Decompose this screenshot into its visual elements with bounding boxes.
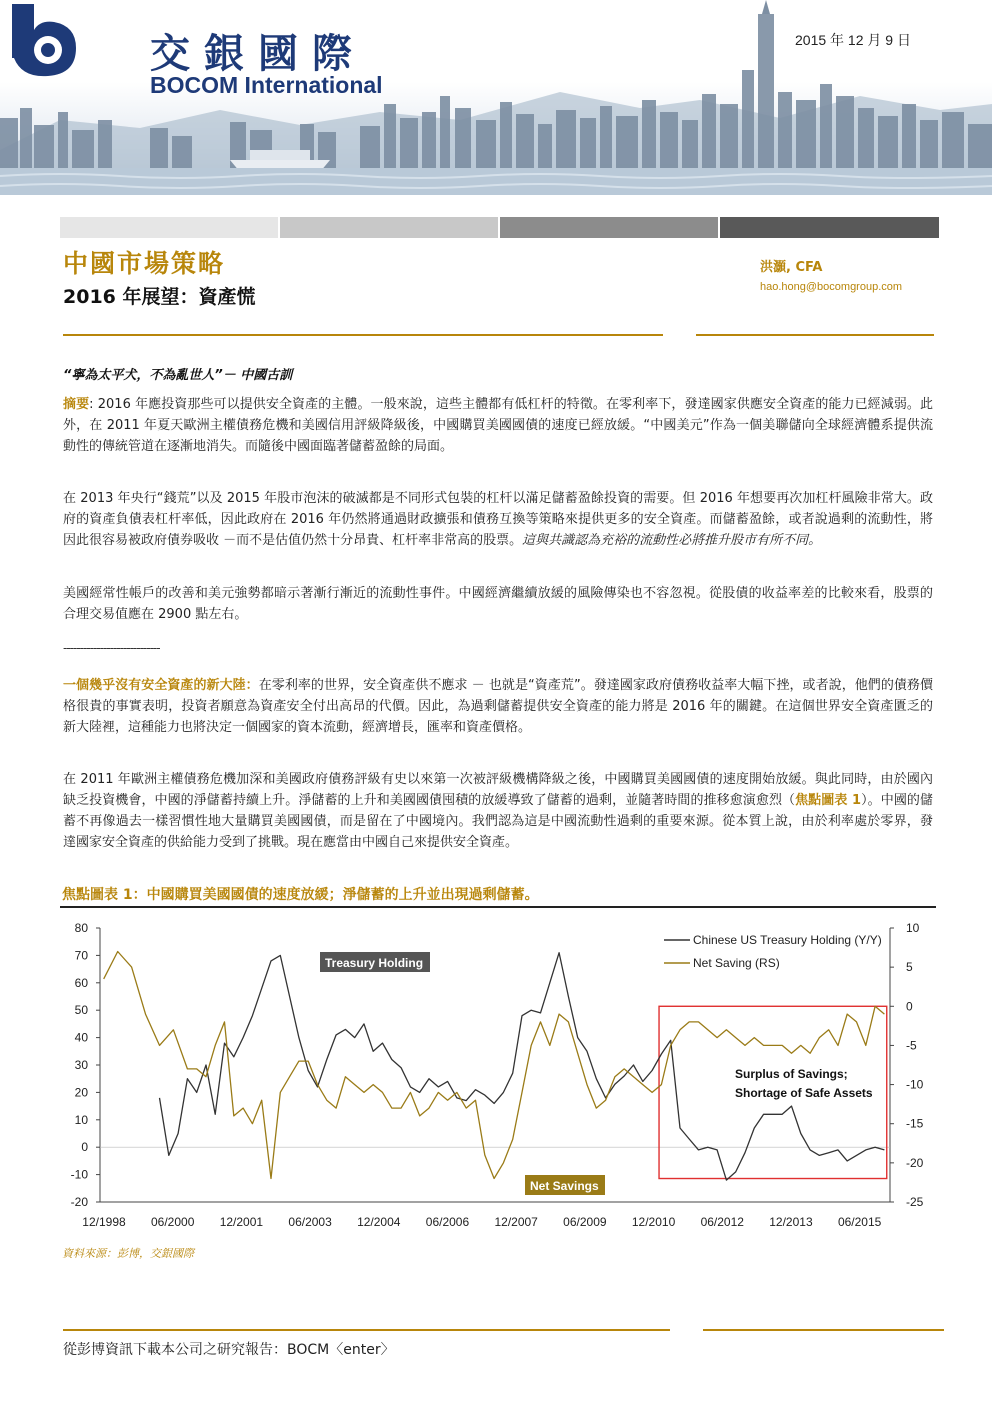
x-tick-label: 06/2009 xyxy=(563,1215,607,1229)
left-tick-label: 50 xyxy=(74,1003,88,1018)
logo-chinese-name: 交銀國際 xyxy=(150,30,366,77)
section-paragraph-2 xyxy=(63,769,933,853)
right-tick-label: 0 xyxy=(906,999,913,1014)
x-tick-label: 12/2010 xyxy=(631,1215,676,1229)
footer-divider-left xyxy=(63,1329,670,1331)
header-bar-1 xyxy=(60,217,278,238)
logo-english-name: BOCOM International xyxy=(150,72,383,98)
right-tick-label: -25 xyxy=(906,1195,924,1209)
legend-label: Chinese US Treasury Holding (Y/Y) xyxy=(693,933,882,947)
surplus-annotation-line: Surplus of Savings; xyxy=(735,1067,848,1081)
x-tick-label: 12/1998 xyxy=(82,1215,126,1229)
right-tick-label: 10 xyxy=(906,921,920,935)
right-tick-label: -10 xyxy=(906,1077,924,1092)
right-tick-label: -15 xyxy=(906,1116,924,1131)
net-saving-line xyxy=(104,952,885,1179)
right-tick-label: 5 xyxy=(906,960,913,975)
header-bar-3 xyxy=(500,217,718,238)
section-text-2a: 在 2011 年歐洲主權債務危機加深和美國政府債務評級有史以來第一次被評級機構降級之後，中國購買美國國債的速度開始放緩。與此同時，由於國內缺乏投資機會，中國的淨儲蓄持續上升。淨儲蓄的上升和美國國債囤積的放緩導致了儲蓄的過剩，並隨著時間的推移愈演愈烈（ xyxy=(63,772,933,808)
x-tick-label: 12/2004 xyxy=(357,1215,401,1229)
summary-paragraph-1 xyxy=(63,394,933,457)
author-name: 洪灝, CFA xyxy=(760,260,823,275)
left-tick-label: 0 xyxy=(81,1140,88,1155)
summary-text-2-italic: 這與共識認為充裕的流動性必將推升股市有所不同。 xyxy=(522,533,822,548)
summary-text-2: 在 2013 年央行“錢荒”以及 2015 年股市泡沫的破滅都是不同形式包裝的杠杆以滿足儲蓄盈餘投資的需要。但 2016 年想要再次加杠杆風險非常大。政府的資產負債表杠杆率低，因此政府在 2016 年仍然將通過財政擴張和債務互換等策略來提供更多的安全資產。而儲蓄盈餘，或者說過剩的流動性，將因此很容易被政府債券吸收 －而不是估值仍然十分昂貴、杠杆率非常高的股票。 xyxy=(63,491,933,548)
footer-divider-right xyxy=(703,1329,944,1331)
x-tick-label: 06/2015 xyxy=(837,1215,882,1229)
author-email[interactable]: hao.hong@bocomgroup.com xyxy=(760,281,903,293)
left-tick-label: -10 xyxy=(70,1167,88,1182)
left-tick-label: 60 xyxy=(74,975,88,990)
summary-text-1: : 2016 年應投資那些可以提供安全資產的主體。一般來說，這些主體都有低杠杆的特徵。在零利率下，發達國家供應安全資產的能力已經減弱。此外，在 2011 年夏天歐洲主權債務危機和美國信用評級降級後，中國購買美國國債的速度已經放緩。“中國美元”作為一個美聯儲向全球經濟體系提供流動性的傳統管道在逐漸地消失。而隨後中國面臨著儲蓄盈餘的局面。 xyxy=(63,397,933,454)
summary-paragraph-3: 美國經常性帳戶的改善和美元強勢都暗示著漸行漸近的流動性事件。中國經濟繼續放緩的風險傳染也不容忽視。從股債的收益率差的比較來看，股票的合理交易值應在 2900 點左右。 xyxy=(63,586,933,622)
right-tick-label: -20 xyxy=(906,1155,924,1170)
header-bar-4 xyxy=(720,217,939,238)
summary-lead: 摘要 xyxy=(63,397,90,412)
treasury-holding-label: Treasury Holding xyxy=(325,956,424,970)
report-title: 中國市場策略 xyxy=(63,249,226,278)
x-tick-label: 06/2000 xyxy=(151,1215,195,1229)
surplus-annotation-line: Shortage of Safe Assets xyxy=(735,1086,873,1100)
figure-title: 焦點圖表 1：中國購買美國國債的速度放緩；淨儲蓄的上升並出現過剩儲蓄。 xyxy=(62,887,539,903)
left-tick-label: 40 xyxy=(74,1030,88,1045)
left-tick-label: 30 xyxy=(74,1058,88,1072)
x-tick-label: 06/2012 xyxy=(700,1215,744,1229)
proverb-quote: “寧為太平犬，不為亂世人”－ 中國古訓 xyxy=(63,368,293,383)
x-tick-label: 06/2003 xyxy=(288,1215,332,1229)
header-banner xyxy=(0,0,992,195)
section-paragraph-1 xyxy=(63,675,933,738)
figure-reference[interactable]: 焦點圖表 1 xyxy=(795,793,862,808)
left-tick-label: 70 xyxy=(74,948,88,963)
title-divider-left xyxy=(63,334,663,336)
x-tick-label: 12/2013 xyxy=(769,1215,813,1229)
figure-source: 資料來源：彭博，交銀國際 xyxy=(62,1247,194,1260)
report-subtitle: 2016 年展望：資產慌 xyxy=(63,286,256,308)
left-tick-label: 20 xyxy=(74,1085,88,1100)
right-tick-label: -5 xyxy=(906,1038,917,1053)
bocom-logo-icon xyxy=(0,0,80,80)
summary-paragraph-2 xyxy=(63,488,933,551)
legend-label: Net Saving (RS) xyxy=(693,956,780,970)
title-divider-right xyxy=(696,334,934,336)
section-text-2b: ）。中國的儲蓄不再像過去一樣習慣性地大量購買美國國債，而是留在了中國境內。我們認為這是中國流動性過剩的重要來源。從本質上說，由於利率處於零界，發達國家安全資產的供給能力受到了挑戰。現在應當由中國自己來提供安全資產。 xyxy=(63,793,933,850)
section-separator: ----------------------------- xyxy=(63,641,160,655)
header-bar-2 xyxy=(280,217,498,238)
left-tick-label: -20 xyxy=(70,1195,88,1209)
report-date: 2015 年 12 月 9 日 xyxy=(795,32,911,48)
net-savings-label: Net Savings xyxy=(530,1179,599,1193)
x-tick-label: 12/2007 xyxy=(494,1215,538,1229)
figure-title-rule xyxy=(60,906,936,908)
x-tick-label: 12/2001 xyxy=(219,1215,264,1229)
footer-bloomberg-note: 從彭博資訊下載本公司之研究報告：BOCM〈enter〉 xyxy=(63,1342,395,1358)
left-tick-label: 80 xyxy=(74,921,88,935)
section-lead: 一個幾乎沒有安全資產的新大陸： xyxy=(63,678,259,693)
section-text-1: 在零利率的世界，安全資產供不應求 － 也就是“資產荒”。發達國家政府債務收益率大幅下挫，或者說，他們的債務價格很貴的事實表明，投資者願意為資產安全付出高昂的代價。因此，為過剩儲蓄提供安全資產的能力將是 2016 年的關鍵。在這個世界安全資產匱乏的新大陸裡，這種能力也將決定一個國家的資本流動，經濟增長，匯率和資產價格。 xyxy=(63,678,933,735)
x-tick-label: 06/2006 xyxy=(425,1215,470,1229)
left-tick-label: 10 xyxy=(74,1112,88,1127)
savings-treasury-chart xyxy=(60,912,940,1242)
